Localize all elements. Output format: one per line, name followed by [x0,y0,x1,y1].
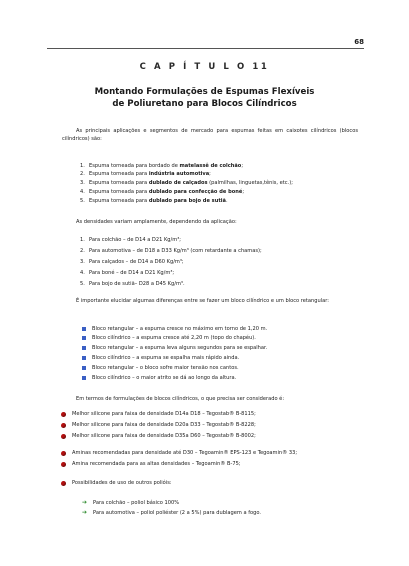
list-item: 4. Para boné – de D14 a D21 Kg/m³; [80,270,175,276]
list-item: 3. Espuma torneada para dublado de calçados (palmilhas, linguetas,tênis, etc.); [80,180,293,186]
list-item: Bloco cilíndrico – a espuma se espalha mais rápido ainda. [92,355,240,361]
round-bullet-icon [61,423,66,428]
list-item: Melhor silicone para faixa de densidade D14a D18 – Tegostab® B-8115; [72,411,256,417]
list-item: Bloco cilíndrico – o maior atrito se dá ao longo da altura. [92,375,237,381]
list-item: 5. Espuma torneada para dublado para bojo de sutiã. [80,198,228,204]
list-item: 4. Espuma torneada para dublado para confecção de boné; [80,189,245,195]
densities-intro: As densidades variam amplamente, dependendo da aplicação: [76,219,237,225]
square-bullet-icon [82,376,86,380]
chapter-heading: C A P Í T U L O 11 [139,62,270,72]
square-bullet-icon [82,346,86,350]
list-item: Melhor silicone para faixa de densidade D35a D60 – Tegostab® B-8002; [72,433,256,439]
list-item: Para colchão – poliol básico 100% [93,500,180,506]
list-item: Bloco retangular – a espuma cresce no máximo em torno de 1,20 m. [92,326,268,332]
arrow-right-icon: ➔ [82,509,88,516]
square-bullet-icon [82,327,86,331]
list-item: 3. Para calçados – de D14 a D60 Kg/m³; [80,259,184,265]
header-rule [47,48,364,49]
square-bullet-icon [82,366,86,370]
list-item: Bloco retangular – o bloco sofre maior tensão nos cantos. [92,365,239,371]
list-item: 1. Para colchão – de D14 a D21 Kg/m³; [80,237,181,243]
polyols-intro: Possibilidades de uso de outros polióis: [72,480,172,486]
round-bullet-icon [61,462,66,467]
chapter-title-line-1: Montando Formulações de Espumas Flexíveis [94,87,315,97]
list-item: Aminas recomendadas para densidade até D30 – Tegoamin® EPS-123 e Tegoamin® 33; [72,450,298,456]
list-item: 2. Para automotiva – de D18 a D33 Kg/m³ (com retardante a chamas); [80,248,262,254]
round-bullet-icon [61,412,66,417]
formulation-paragraph: Em termos de formulações de blocos cilíndricos, o que precisa ser considerado é: [76,396,285,402]
round-bullet-icon [61,434,66,439]
list-item: Para automotiva – poliol poliéster (2 a 5%) para dublagem a fogo. [93,510,261,516]
arrow-right-icon: ➔ [82,499,88,506]
chapter-title-line-2: de Poliuretano para Blocos Cilíndricos [112,99,297,109]
chapter-title [0,86,409,110]
intro-paragraph: As principais aplicações e segmentos de mercado para espumas feitas em caixotes cilíndricos (blocos cilíndricos) são: [62,128,358,143]
page-number: 68 [354,38,364,46]
differences-paragraph: É importante elucidar algumas diferenças entre se fazer um bloco cilíndrico e um bloco retangular: [76,298,329,304]
list-item: 1. Espuma torneada para bordado de matelassê de colchão; [80,163,244,169]
list-item: Bloco retangular – a espuma leva alguns segundos para se espalhar. [92,345,268,351]
list-item: 2. Espuma torneada para indústria automotiva; [80,171,211,177]
round-bullet-icon [61,451,66,456]
square-bullet-icon [82,356,86,360]
list-item: Melhor silicone para faixa de densidade D20a D33 – Tegostab® B-8228; [72,422,256,428]
list-item: Bloco cilíndrico – a espuma cresce até 2,20 m (topo do chapéu). [92,335,256,341]
list-item: Amina recomendada para as altas densidades – Tegoamin® B-75; [72,461,241,467]
square-bullet-icon [82,336,86,340]
round-bullet-icon [61,481,66,486]
list-item: 5. Para bojo de sutiã– D28 a D45 Kg/m³. [80,281,185,287]
